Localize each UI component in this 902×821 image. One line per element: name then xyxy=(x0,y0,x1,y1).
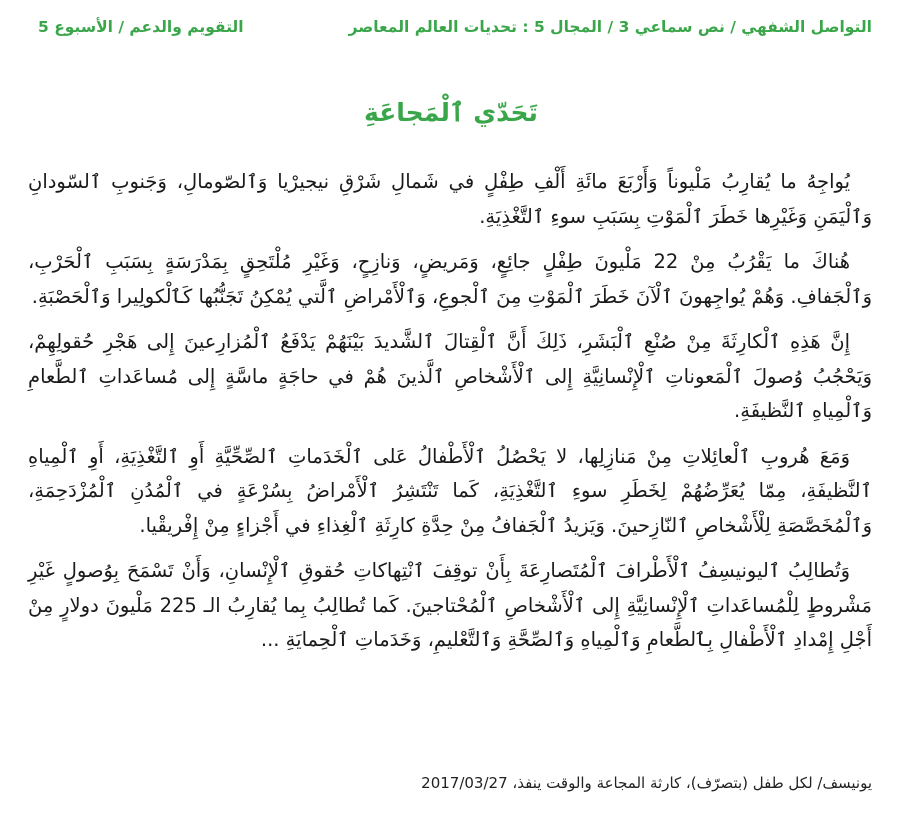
paragraph-5: وَتُطالِبُ ٱليونيسِفُ ٱلْأَطْرافَ ٱلْمُتَصارِعَةَ بِأَنْ توقِفَ ٱنْتِهاكاتِ حُقوقِ ٱلْإِنْسانِ، وَأَنْ تَسْمَحَ بِوُصولٍ غَيْرِ مَشْروطٍ لِلْمُساعَداتِ ٱلْإِنْسانِيَّةِ إِلى ٱلْأَشْخاصِ ٱلْمُحْتاجينَ. كَما تُطالِبُ بِما يُقارِبُ الـ 225 مَلْيونَ دولارٍ مِنْ أَجْلِ إِمْدادِ ٱلْأَطْفالِ بِٱلطَّعامِ وَٱلْمِياهِ وَٱلصِّحَّةِ وَٱلتَّعْليمِ، وَخَدَماتِ ٱلْحِمايَةِ ... xyxy=(28,559,873,651)
paragraph-4: وَمَعَ هُروبِ ٱلْعائِلاتِ مِنْ مَنازِلِها، لا يَحْصُلُ ٱلْأَطْفالُ عَلى ٱلْخَدَماتِ ٱلصِّحِّيَّةِ أَوِ ٱلتَّغْذِيَةِ، أَوِ ٱلْمِياهِ ٱلنَّظيفَةِ، مِمّا يُعَرِّضُهُمْ لِخَطَرِ سوءِ ٱلتَّغْذِيَةِ، كَما تَنْتَشِرُ ٱلْأَمْراضُ بِسُرْعَةٍ في ٱلْمُدُنِ ٱلْمُزْدَحِمَةِ، وَٱلْمُخَصَّصَةِ لِلْأَشْخاصِ ٱلنّازِحينَ. وَيَزيدُ ٱلْجَفافُ مِنْ حِدَّةِ كارِثَةِ ٱلْغِذاءِ في أَجْزاءٍ مِنْ إِفْريقْيا. xyxy=(28,444,872,537)
page-header xyxy=(38,18,872,36)
paragraph-2: هُناكَ ما يَقْرُبُ مِنْ 22 مَلْيونَ طِفْلٍ جائِعٍ، وَمَريضٍ، وَنازِحٍ، وَغَيْرِ مُلْتَحِقٍ بِمَدْرَسَةٍ بِسَبَبِ ٱلْحَرْبِ، وَٱلْجَفافِ. وَهُمْ يُواجِهونَ ٱلْآنَ خَطَرَ ٱلْمَوْتِ مِنَ ٱلْجوعِ، وَٱلْأَمْراضِ ٱلَّتي يُمْكِنُ تَجَنُّبُها كَٱلْكولِيرا وَٱلْحَصْبَةِ. xyxy=(28,250,872,308)
paragraph-1: يُواجِهُ ما يُقارِبُ مَلْيوناً وَأَرْبَعَ مائَةِ أَلْفِ طِفْلٍ في شَمالِ شَرْقِ نيجيرْيا وَٱلصّومالِ، وَجَنوبِ ٱلسّودانِ وَٱلْيَمَنِ وَغَيْرِها خَطَرَ ٱلْمَوْتِ بِسَبَبِ سوءِ ٱلتَّغْذِيَةِ. xyxy=(28,170,872,228)
page-title: تَحَدّي ٱلْمَجاعَةِ xyxy=(364,98,538,127)
header-course-info: التواصل الشفهي / نص سماعي 3 / المجال 5 : تحديات العالم المعاصر xyxy=(348,18,872,36)
paragraph-3: إِنَّ هَذِهِ ٱلْكارِثَةَ مِنْ صُنْعِ ٱلْبَشَرِ، ذَلِكَ أَنَّ ٱلْقِتالَ ٱلشَّديدَ بَيْنَهُمْ يَدْفَعُ ٱلْمُزارِعينَ إِلى هَجْرِ حُقولِهِمْ، وَيَحْجُبُ وُصولَ ٱلْمَعوناتِ ٱلْإِنْسانِيَّةِ إِلى ٱلْأَشْخاصِ ٱلَّذينَ هُمْ في حاجَةٍ ماسَّةٍ إِلى مُساعَداتِ ٱلطَّعامِ وَٱلْمِياهِ ٱلنَّظيفَةِ. xyxy=(28,330,872,422)
header-week-info: التقويم والدعم / الأسبوع 5 xyxy=(38,18,244,36)
source-citation: يونيسف/ لكل طفل (بتصرّف)، كارثة المجاعة والوقت ينفذ، 2017/03/27 xyxy=(421,774,872,792)
article-body xyxy=(28,165,872,669)
